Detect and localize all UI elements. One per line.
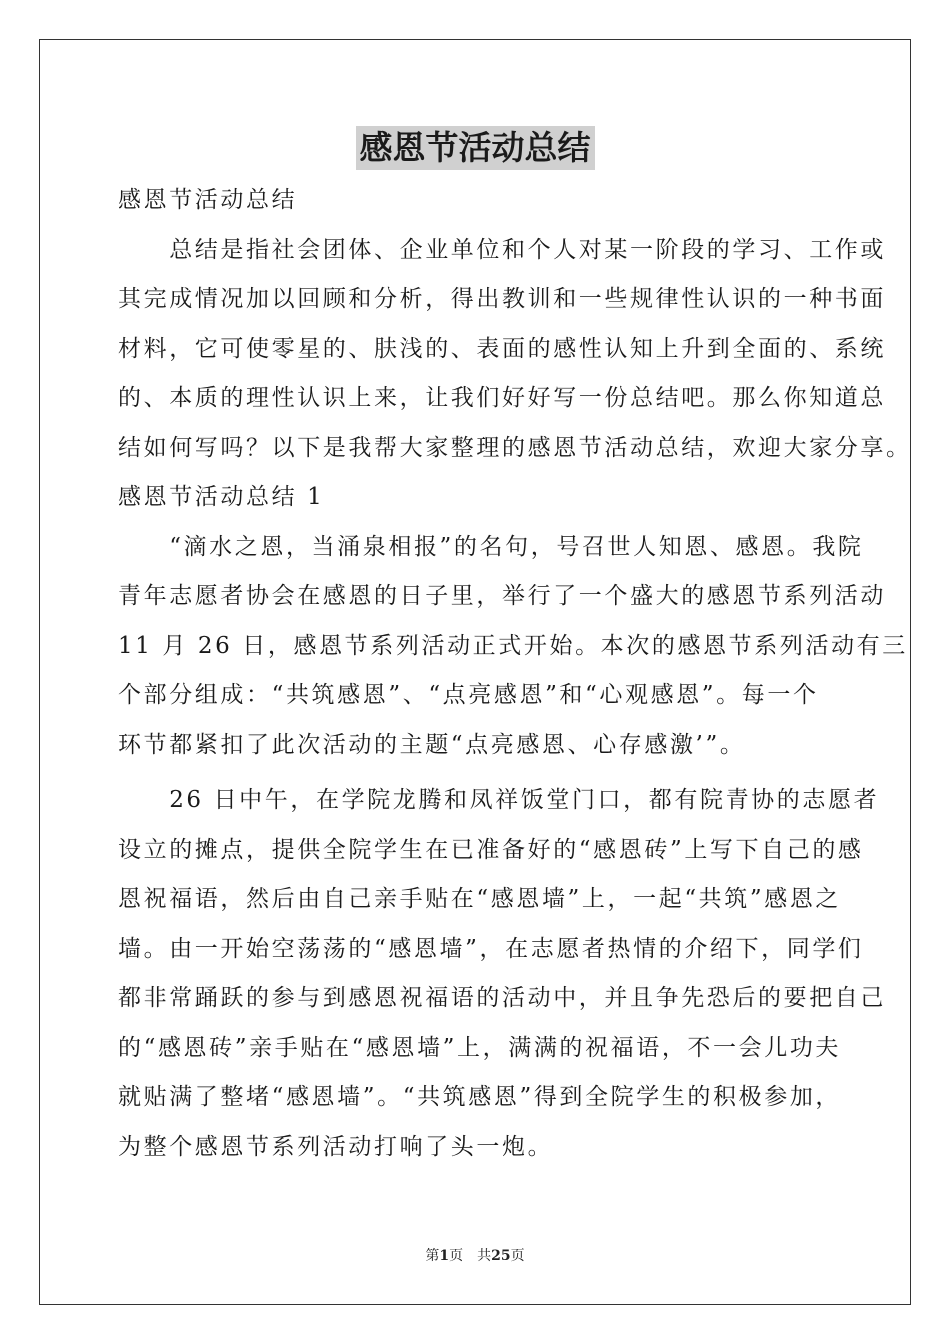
footer-mid: 页 共 [449, 1248, 492, 1264]
intro-line: 总结是指社会团体、企业单位和个人对某一阶段的学习、工作或 [118, 236, 886, 263]
page-footer [0, 1245, 950, 1265]
paragraph-2 [118, 776, 886, 1172]
document-title: 感恩节活动总结 [356, 126, 595, 170]
paragraph-line: 环节都紧扣了此次活动的主题“点亮感恩、心存感激’”。 [118, 731, 746, 758]
footer-prefix: 第 [425, 1248, 440, 1264]
intro-line: 的、本质的理性认识上来，让我们好好写一份总结吧。那么你知道总 [118, 385, 886, 411]
paragraph-line: 的“感恩砖”亲手贴在“感恩墙”上，满满的祝福语，不一会儿功夫 [118, 1034, 842, 1061]
paragraph-line: 设立的摊点，提供全院学生在已准备好的“感恩砖”上写下自己的感 [118, 836, 864, 863]
paragraph-line: 11 月 26 日，感恩节系列活动正式开始。本次的感恩节系列活动有三 [118, 632, 908, 659]
paragraph-line: 就贴满了整堵“感恩墙”。“共筑感恩”得到全院学生的积极参加， [118, 1084, 842, 1110]
paragraph-line: “滴水之恩，当涌泉相报”的名句，号召世人知恩、感恩。我院 [118, 533, 864, 560]
paragraph-line: 26 日中午，在学院龙腾和凤祥饭堂门口，都有院青协的志愿者 [118, 787, 880, 813]
total-pages-number: 25 [491, 1248, 511, 1264]
paragraph-line: 个部分组成：“共筑感恩”、“点亮感恩”和“心观感恩”。每一个 [118, 682, 819, 708]
paragraph-1 [118, 523, 908, 771]
intro-paragraph [118, 226, 912, 474]
current-page-number: 1 [439, 1248, 450, 1264]
document-body [118, 176, 912, 1172]
intro-line: 其完成情况加以回顾和分析，得出教训和一些规律性认识的一种书面 [118, 286, 886, 312]
intro-line: 材料，它可使零星的、肤浅的、表面的感性认知上升到全面的、系统 [118, 335, 886, 362]
paragraph-line: 为整个感恩节系列活动打响了头一炮。 [118, 1133, 554, 1160]
title-wrap [0, 126, 950, 170]
paragraph-line: 青年志愿者协会在感恩的日子里，举行了一个盛大的感恩节系列活动 [118, 583, 886, 609]
paragraph-line: 恩祝福语，然后由自己亲手贴在“感恩墙”上，一起“共筑”感恩之 [118, 886, 842, 912]
paragraph-line: 都非常踊跃的参与到感恩祝福语的活动中，并且争先恐后的要把自己 [118, 985, 886, 1011]
paragraph-line: 墙。由一开始空荡荡的“感恩墙”，在志愿者热情的介绍下，同学们 [118, 935, 864, 962]
section-heading: 感恩节活动总结 1 [118, 484, 325, 510]
document-subtitle: 感恩节活动总结 [118, 187, 298, 213]
intro-line: 结如何写吗？以下是我帮大家整理的感恩节活动总结，欢迎大家分享。 [118, 434, 912, 461]
footer-suffix: 页 [510, 1248, 525, 1264]
